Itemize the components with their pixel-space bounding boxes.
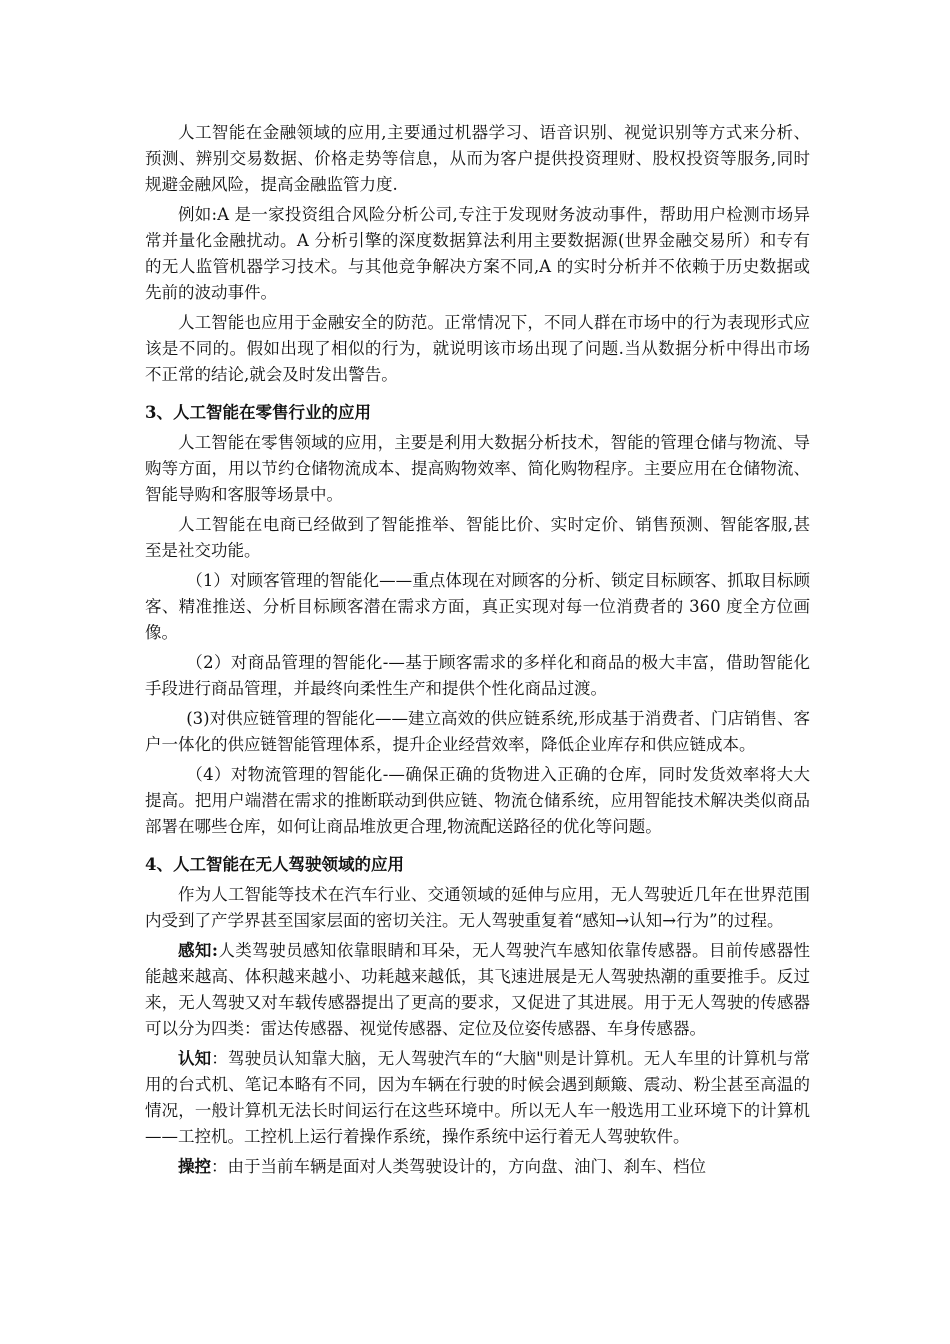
autonomous-paragraph-1: 作为人工智能等技术在汽车行业、交通领域的延伸与应用，无人驾驶近几年在世界范围内受到了产学界甚至国家层面的密切关注。无人驾驶重复着“感知→认知→行为”的过程。 (145, 885, 810, 930)
retail-paragraph-2: 人工智能在电商已经做到了智能推举、智能比价、实时定价、销售预测、智能客服,甚至是社交功能。 (145, 515, 810, 560)
cognition-paragraph (145, 1046, 810, 1150)
cognition-text: ：驾驶员认知靠大脑，无人驾驶汽车的“大脑"则是计算机。无人车里的计算机与常用的台式机、笔记本略有不同，因为车辆在行驶的时候会遇到颠簸、震动、粉尘甚至高温的情况，一般计算机无法长时间运行在这些环境中。所以无人车一般选用工业环境下的计算机——工控机。工控机上运行着操作系统，操作系统中运行着无人驾驶软件。 (145, 1049, 811, 1146)
retail-paragraph-1: 人工智能在零售领域的应用，主要是利用大数据分析技术，智能的管理仓储与物流、导购等方面，用以节约仓储物流成本、提高购物效率、简化购物程序。主要应用在仓储物流、智能导购和客服等场景中。 (145, 433, 810, 504)
perception-label: 感知: (178, 941, 218, 960)
perception-text: 人类驾驶员感知依靠眼睛和耳朵，无人驾驶汽车感知依靠传感器。目前传感器性能越来越高、体积越来越小、功耗越来越低，其飞速进展是无人驾驶热潮的重要推手。反过来，无人驾驶又对车载传感器提出了更高的要求，又促进了其进展。用于无人驾驶的传感器可以分为四类：雷达传感器、视觉传感器、定位及位姿传感器、车身传感器。 (145, 941, 811, 1038)
autonomous-heading: 4、人工智能在无人驾驶领域的应用 (145, 855, 404, 874)
retail-item-goods: （2）对商品管理的智能化-—基于顾客需求的多样化和商品的极大丰富，借助智能化手段进行商品管理，并最终向柔性生产和提供个性化商品过渡。 (145, 653, 810, 698)
control-paragraph (145, 1154, 810, 1180)
retail-item-supply-chain: (3)对供应链管理的智能化——建立高效的供应链系统,形成基于消费者、门店销售、客户一体化的供应链智能管理体系，提升企业经营效率，降低企业库存和供应链成本。 (145, 709, 810, 754)
retail-item-logistics: （4）对物流管理的智能化-—确保正确的货物进入正确的仓库，同时发货效率将大大提高。把用户端潜在需求的推断联动到供应链、物流仓储系统，应用智能技术解决类似商品部署在哪些仓库，如何让商品堆放更合理,物流配送路径的优化等问题。 (145, 765, 810, 836)
control-text: ：由于当前车辆是面对人类驾驶设计的，方向盘、油门、刹车、档位 (211, 1157, 706, 1176)
retail-heading: 3、人工智能在零售行业的应用 (145, 403, 371, 422)
retail-item-customer: （1）对顾客管理的智能化——重点体现在对顾客的分析、锁定目标顾客、抓取目标顾客、精准推送、分析目标顾客潜在需求方面，真正实现对每一位消费者的 360 度全方位画像。 (145, 571, 810, 642)
finance-paragraph-3: 人工智能也应用于金融安全的防范。正常情况下，不同人群在市场中的行为表现形式应该是不同的。假如出现了相似的行为，就说明该市场出现了问题.当从数据分析中得出市场不正常的结论,就会及时发出警告。 (145, 313, 810, 384)
document-page (145, 120, 810, 1184)
control-label: 操控 (178, 1157, 211, 1176)
finance-paragraph-1: 人工智能在金融领域的应用,主要通过机器学习、语音识别、视觉识别等方式来分析、预测、辨别交易数据、价格走势等信息，从而为客户提供投资理财、股权投资等服务,同时规避金融风险，提高金融监管力度. (145, 123, 810, 194)
cognition-label: 认知 (178, 1049, 212, 1068)
perception-paragraph (145, 938, 810, 1042)
finance-paragraph-2: 例如:A 是一家投资组合风险分析公司,专注于发现财务波动事件，帮助用户检测市场异常并量化金融扰动。A 分析引擎的深度数据算法利用主要数据源(世界金融交易所）和专有的无人监管机器学习技术。与其他竞争解决方案不同,A 的实时分析并不依赖于历史数据或先前的波动事件。 (145, 205, 810, 302)
